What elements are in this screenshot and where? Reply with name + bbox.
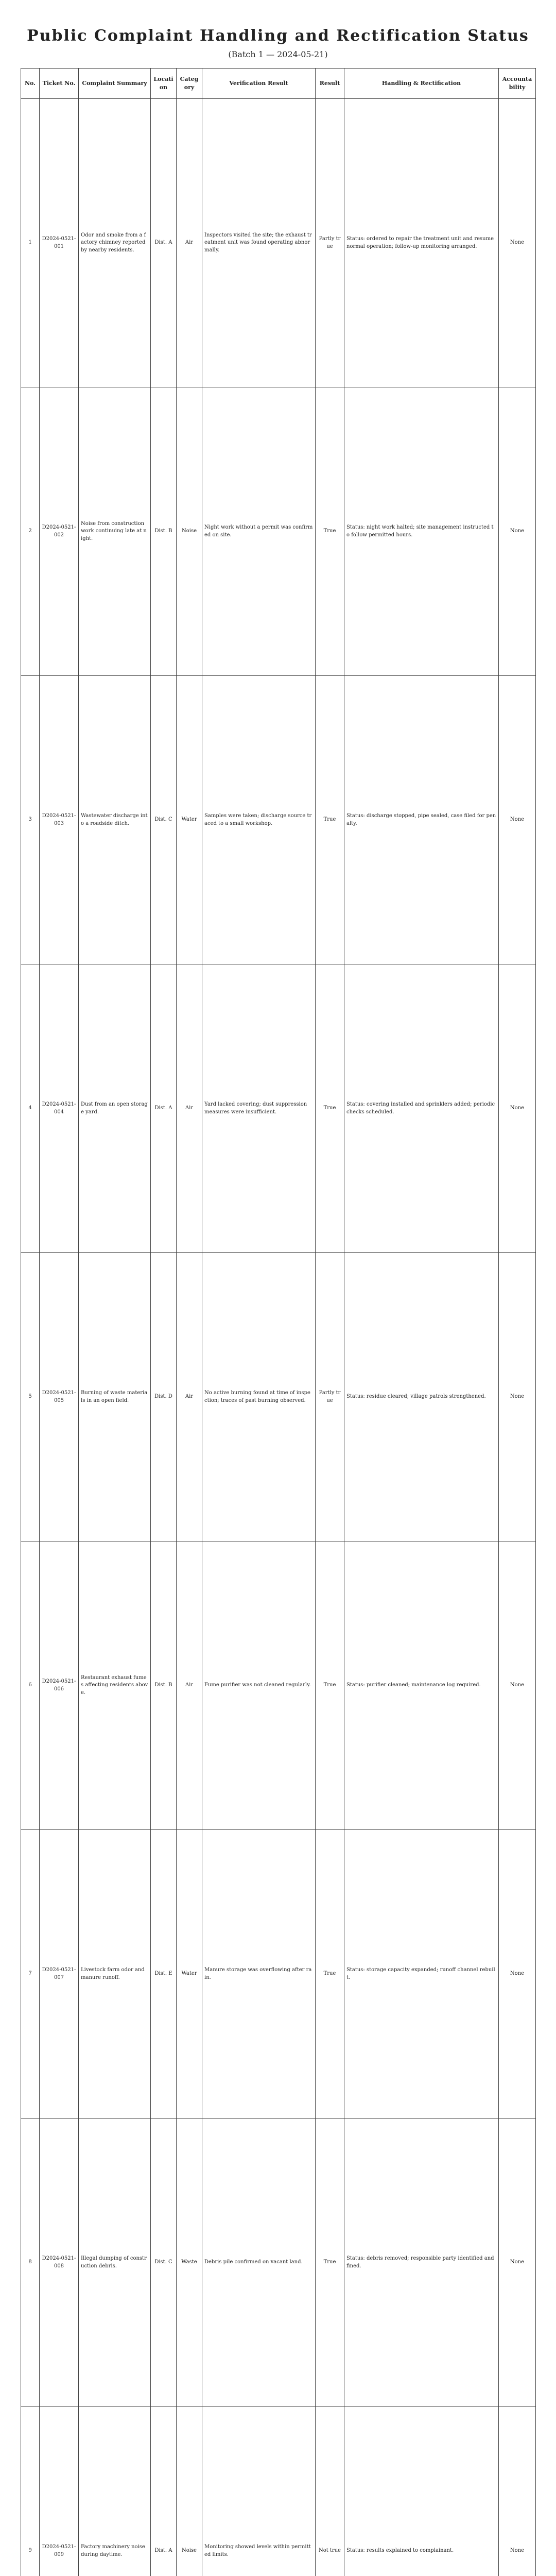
cell-category: Waste (177, 2119, 202, 2407)
cell-accountability: None (499, 2119, 536, 2407)
cell-category: Air (177, 1253, 202, 1541)
cell-no: 2 (21, 387, 40, 676)
table-row (21, 676, 536, 964)
cell-location: Dist. E (151, 1830, 177, 2119)
header-category: Category (177, 69, 202, 99)
cell-ticket: D2024-0521-007 (40, 1830, 79, 2119)
cell-category: Air (177, 99, 202, 387)
cell-category: Air (177, 1541, 202, 1830)
cell-handling: Status: storage capacity expanded; runoff channel rebuilt. (344, 1830, 499, 2119)
cell-location: Dist. A (151, 2407, 177, 2576)
cell-location: Dist. D (151, 1253, 177, 1541)
cell-handling: Status: discharge stopped, pipe sealed, case filed for penalty. (344, 676, 499, 964)
cell-accountability: None (499, 387, 536, 676)
cell-handling: Status: residue cleared; village patrols strengthened. (344, 1253, 499, 1541)
cell-result: True (316, 676, 344, 964)
cell-handling: Status: debris removed; responsible party identified and fined. (344, 2119, 499, 2407)
cell-handling: Status: covering installed and sprinklers added; periodic checks scheduled. (344, 964, 499, 1253)
cell-verification: Debris pile confirmed on vacant land. (202, 2119, 316, 2407)
page-title: Public Complaint Handling and Rectification Status (27, 27, 529, 45)
cell-no: 8 (21, 2119, 40, 2407)
cell-summary: Restaurant exhaust fumes affecting residents above. (79, 1541, 151, 1830)
cell-summary: Illegal dumping of construction debris. (79, 2119, 151, 2407)
table-row (21, 964, 536, 1253)
cell-result: Partly true (316, 1253, 344, 1541)
cell-result: True (316, 1830, 344, 2119)
cell-verification: No active burning found at time of inspection; traces of past burning observed. (202, 1253, 316, 1541)
header-summary: Complaint Summary (79, 69, 151, 99)
cell-verification: Monitoring showed levels within permitted limits. (202, 2407, 316, 2576)
cell-accountability: None (499, 964, 536, 1253)
cell-location: Dist. B (151, 387, 177, 676)
cell-category: Water (177, 1830, 202, 2119)
cell-result: True (316, 964, 344, 1253)
cell-handling: Status: purifier cleaned; maintenance log required. (344, 1541, 499, 1830)
header-verification: Verification Result (202, 69, 316, 99)
cell-no: 3 (21, 676, 40, 964)
cell-result: Not true (316, 2407, 344, 2576)
cell-accountability: None (499, 1541, 536, 1830)
cell-result: True (316, 387, 344, 676)
cell-ticket: D2024-0521-002 (40, 387, 79, 676)
cell-ticket: D2024-0521-001 (40, 99, 79, 387)
cell-ticket: D2024-0521-003 (40, 676, 79, 964)
cell-summary: Dust from an open storage yard. (79, 964, 151, 1253)
cell-result: Partly true (316, 99, 344, 387)
cell-summary: Odor and smoke from a factory chimney reported by nearby residents. (79, 99, 151, 387)
cell-accountability: None (499, 1830, 536, 2119)
cell-no: 6 (21, 1541, 40, 1830)
table-row (21, 387, 536, 676)
cell-handling: Status: night work halted; site management instructed to follow permitted hours. (344, 387, 499, 676)
cell-location: Dist. C (151, 2119, 177, 2407)
cell-ticket: D2024-0521-008 (40, 2119, 79, 2407)
table-row (21, 1253, 536, 1541)
complaints-table (21, 68, 536, 2576)
table-row (21, 99, 536, 387)
cell-no: 5 (21, 1253, 40, 1541)
cell-category: Water (177, 676, 202, 964)
cell-no: 4 (21, 964, 40, 1253)
cell-location: Dist. C (151, 676, 177, 964)
header-result: Result (316, 69, 344, 99)
cell-category: Noise (177, 387, 202, 676)
cell-no: 7 (21, 1830, 40, 2119)
table-header-row (21, 69, 536, 99)
page-subtitle: (Batch 1 — 2024-05-21) (228, 49, 328, 59)
cell-ticket: D2024-0521-005 (40, 1253, 79, 1541)
cell-ticket: D2024-0521-004 (40, 964, 79, 1253)
cell-summary: Livestock farm odor and manure runoff. (79, 1830, 151, 2119)
cell-handling: Status: ordered to repair the treatment unit and resume normal operation; follow-up monitoring arranged. (344, 99, 499, 387)
header-no: No. (21, 69, 40, 99)
table-row (21, 1830, 536, 2119)
cell-category: Noise (177, 2407, 202, 2576)
cell-summary: Burning of waste materials in an open field. (79, 1253, 151, 1541)
header-accountability: Accountability (499, 69, 536, 99)
table-row (21, 2119, 536, 2407)
cell-summary: Noise from construction work continuing late at night. (79, 387, 151, 676)
cell-ticket: D2024-0521-009 (40, 2407, 79, 2576)
cell-verification: Fume purifier was not cleaned regularly. (202, 1541, 316, 1830)
cell-accountability: None (499, 1253, 536, 1541)
cell-accountability: None (499, 676, 536, 964)
table-row (21, 2407, 536, 2576)
header-handling: Handling & Rectification (344, 69, 499, 99)
cell-category: Air (177, 964, 202, 1253)
cell-no: 9 (21, 2407, 40, 2576)
cell-summary: Wastewater discharge into a roadside ditch. (79, 676, 151, 964)
cell-location: Dist. A (151, 964, 177, 1253)
cell-verification: Samples were taken; discharge source traced to a small workshop. (202, 676, 316, 964)
cell-accountability: None (499, 2407, 536, 2576)
cell-handling: Status: results explained to complainant. (344, 2407, 499, 2576)
cell-ticket: D2024-0521-006 (40, 1541, 79, 1830)
cell-location: Dist. B (151, 1541, 177, 1830)
header-location: Location (151, 69, 177, 99)
header-ticket: Ticket No. (40, 69, 79, 99)
cell-verification: Night work without a permit was confirmed on site. (202, 387, 316, 676)
cell-location: Dist. A (151, 99, 177, 387)
cell-accountability: None (499, 99, 536, 387)
cell-result: True (316, 2119, 344, 2407)
cell-verification: Manure storage was overflowing after rain. (202, 1830, 316, 2119)
cell-verification: Inspectors visited the site; the exhaust treatment unit was found operating abnormally. (202, 99, 316, 387)
cell-summary: Factory machinery noise during daytime. (79, 2407, 151, 2576)
cell-no: 1 (21, 99, 40, 387)
table-row (21, 1541, 536, 1830)
table-body (21, 99, 536, 2576)
cell-verification: Yard lacked covering; dust suppression measures were insufficient. (202, 964, 316, 1253)
cell-result: True (316, 1541, 344, 1830)
